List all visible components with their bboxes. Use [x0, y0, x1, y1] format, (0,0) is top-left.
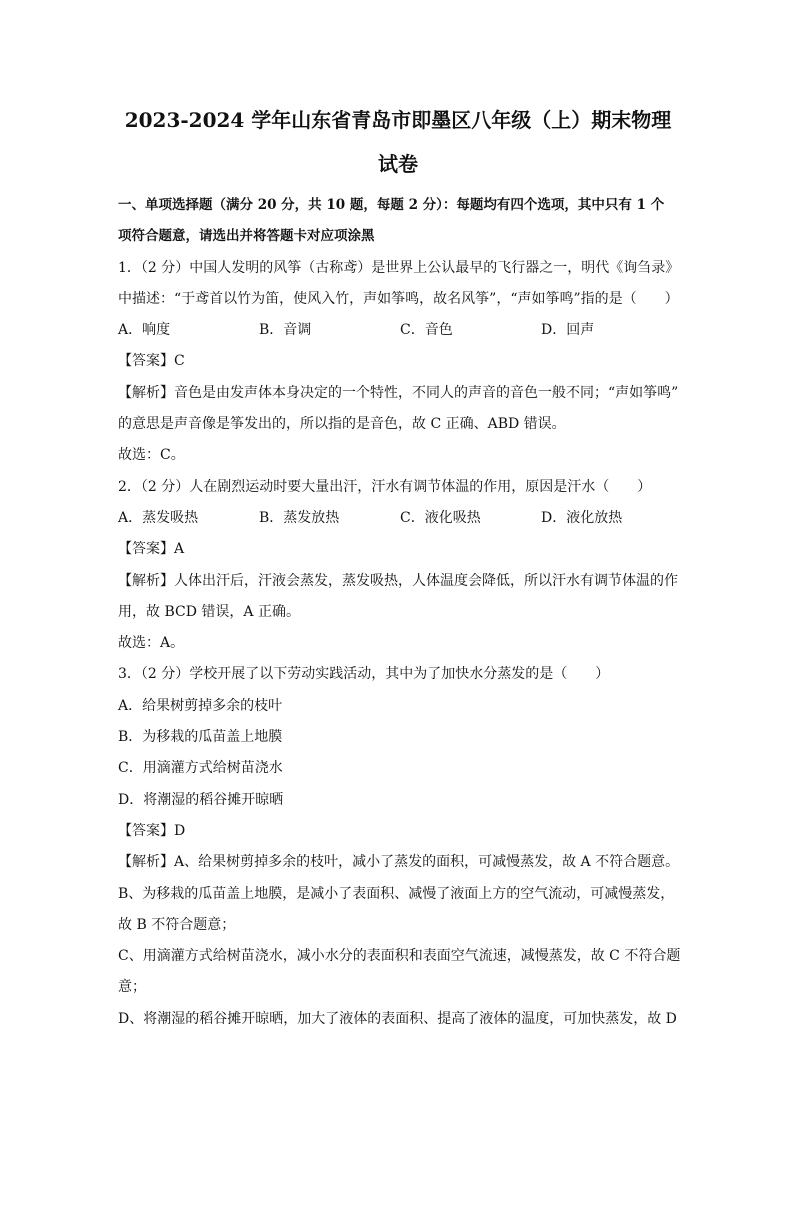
q3-analysis-line-5: 意； — [118, 979, 146, 996]
q1-choice: 故选：C。 — [118, 447, 185, 464]
exam-body — [118, 190, 684, 1035]
q1-option-a: A．响度 — [118, 322, 171, 339]
q1-options — [118, 315, 684, 346]
page-title-line-1: 2023-2024 学年山东省青岛市即墨区八年级（上）期末物理 — [124, 108, 672, 132]
q2-option-c: C．液化吸热 — [400, 509, 481, 526]
q1-option-c: C．音色 — [400, 322, 453, 339]
q3-option-a: A．给果树剪掉多余的枝叶 — [118, 697, 283, 714]
q3-analysis-line-3: 故 B 不符合题意； — [118, 916, 236, 933]
q2-option-b: B．蒸发放热 — [259, 509, 340, 526]
q2-option-a: A．蒸发吸热 — [118, 509, 199, 526]
q3-analysis-line-2: B、为移栽的瓜苗盖上地膜，是减小了表面积、减慢了液面上方的空气流动，可减慢蒸发， — [118, 885, 675, 902]
section-heading-line-2: 项符合题意，请选出并将答题卡对应项涂黑 — [118, 228, 375, 245]
q2-analysis-line-1: 【解析】人体出汗后，汗液会蒸发，蒸发吸热，人体温度会降低，所以汗水有调节体温的作 — [118, 572, 678, 589]
q1-option-b: B．音调 — [259, 322, 312, 339]
q3-analysis-line-4: C、用滴灌方式给树苗浇水，减小水分的表面积和表面空气流速，减慢蒸发，故 C 不符合题 — [118, 948, 681, 965]
q3-option-d: D．将潮湿的稻谷摊开晾晒 — [118, 791, 284, 808]
q3-stem-line-1: 3．（2 分）学校开展了以下劳动实践活动，其中为了加快水分蒸发的是（ ） — [118, 666, 610, 683]
q2-stem-line-1: 2．（2 分）人在剧烈运动时要大量出汗，汗水有调节体温的作用，原因是汗水（ ） — [118, 478, 652, 495]
q2-analysis-line-2: 用，故 BCD 错误，A 正确。 — [118, 603, 300, 620]
q1-option-d: D．回声 — [541, 322, 595, 339]
q3-analysis-line-1: 【解析】A、给果树剪掉多余的枝叶，减小了蒸发的面积，可减慢蒸发，故 A 不符合题意。 — [118, 854, 680, 871]
q3-analysis-line-6: D、将潮湿的稻谷摊开晾晒，加大了液体的表面积、提高了液体的温度，可加快蒸发，故 D — [118, 1010, 677, 1027]
q2-answer: 【答案】A — [118, 541, 185, 558]
q1-stem-line-1: 1．（2 分）中国人发明的风筝（古称鸢）是世界上公认最早的飞行器之一，明代《询刍录》 — [118, 259, 680, 276]
exam-page — [0, 98, 794, 1221]
page-title-line-2: 试卷 — [378, 152, 418, 176]
q3-option-b: B．为移栽的瓜苗盖上地膜 — [118, 729, 283, 746]
q2-option-d: D．液化放热 — [541, 509, 623, 526]
section-heading-line-1: 一、单项选择题（满分 20 分，共 10 题，每题 2 分）：每题均有四个选项，其中只有 1 个 — [118, 197, 665, 213]
q1-answer: 【答案】C — [118, 353, 185, 370]
q1-analysis-line-2: 的意思是声音像是筝发出的，所以指的是音色，故 C 正确、ABD 错误。 — [118, 416, 566, 433]
q2-choice: 故选：A。 — [118, 635, 185, 652]
q1-analysis-line-1: 【解析】音色是由发声体本身决定的一个特性，不同人的声音的音色一般不同；“声如筝鸣” — [118, 384, 679, 401]
q3-answer: 【答案】D — [118, 822, 186, 839]
q1-stem-line-2: 中描述：“于鸢首以竹为笛，使风入竹，声如筝鸣，故名风筝”，“声如筝鸣”指的是（ ） — [118, 290, 679, 307]
q2-options — [118, 503, 684, 534]
q3-option-c: C．用滴灌方式给树苗浇水 — [118, 760, 283, 777]
